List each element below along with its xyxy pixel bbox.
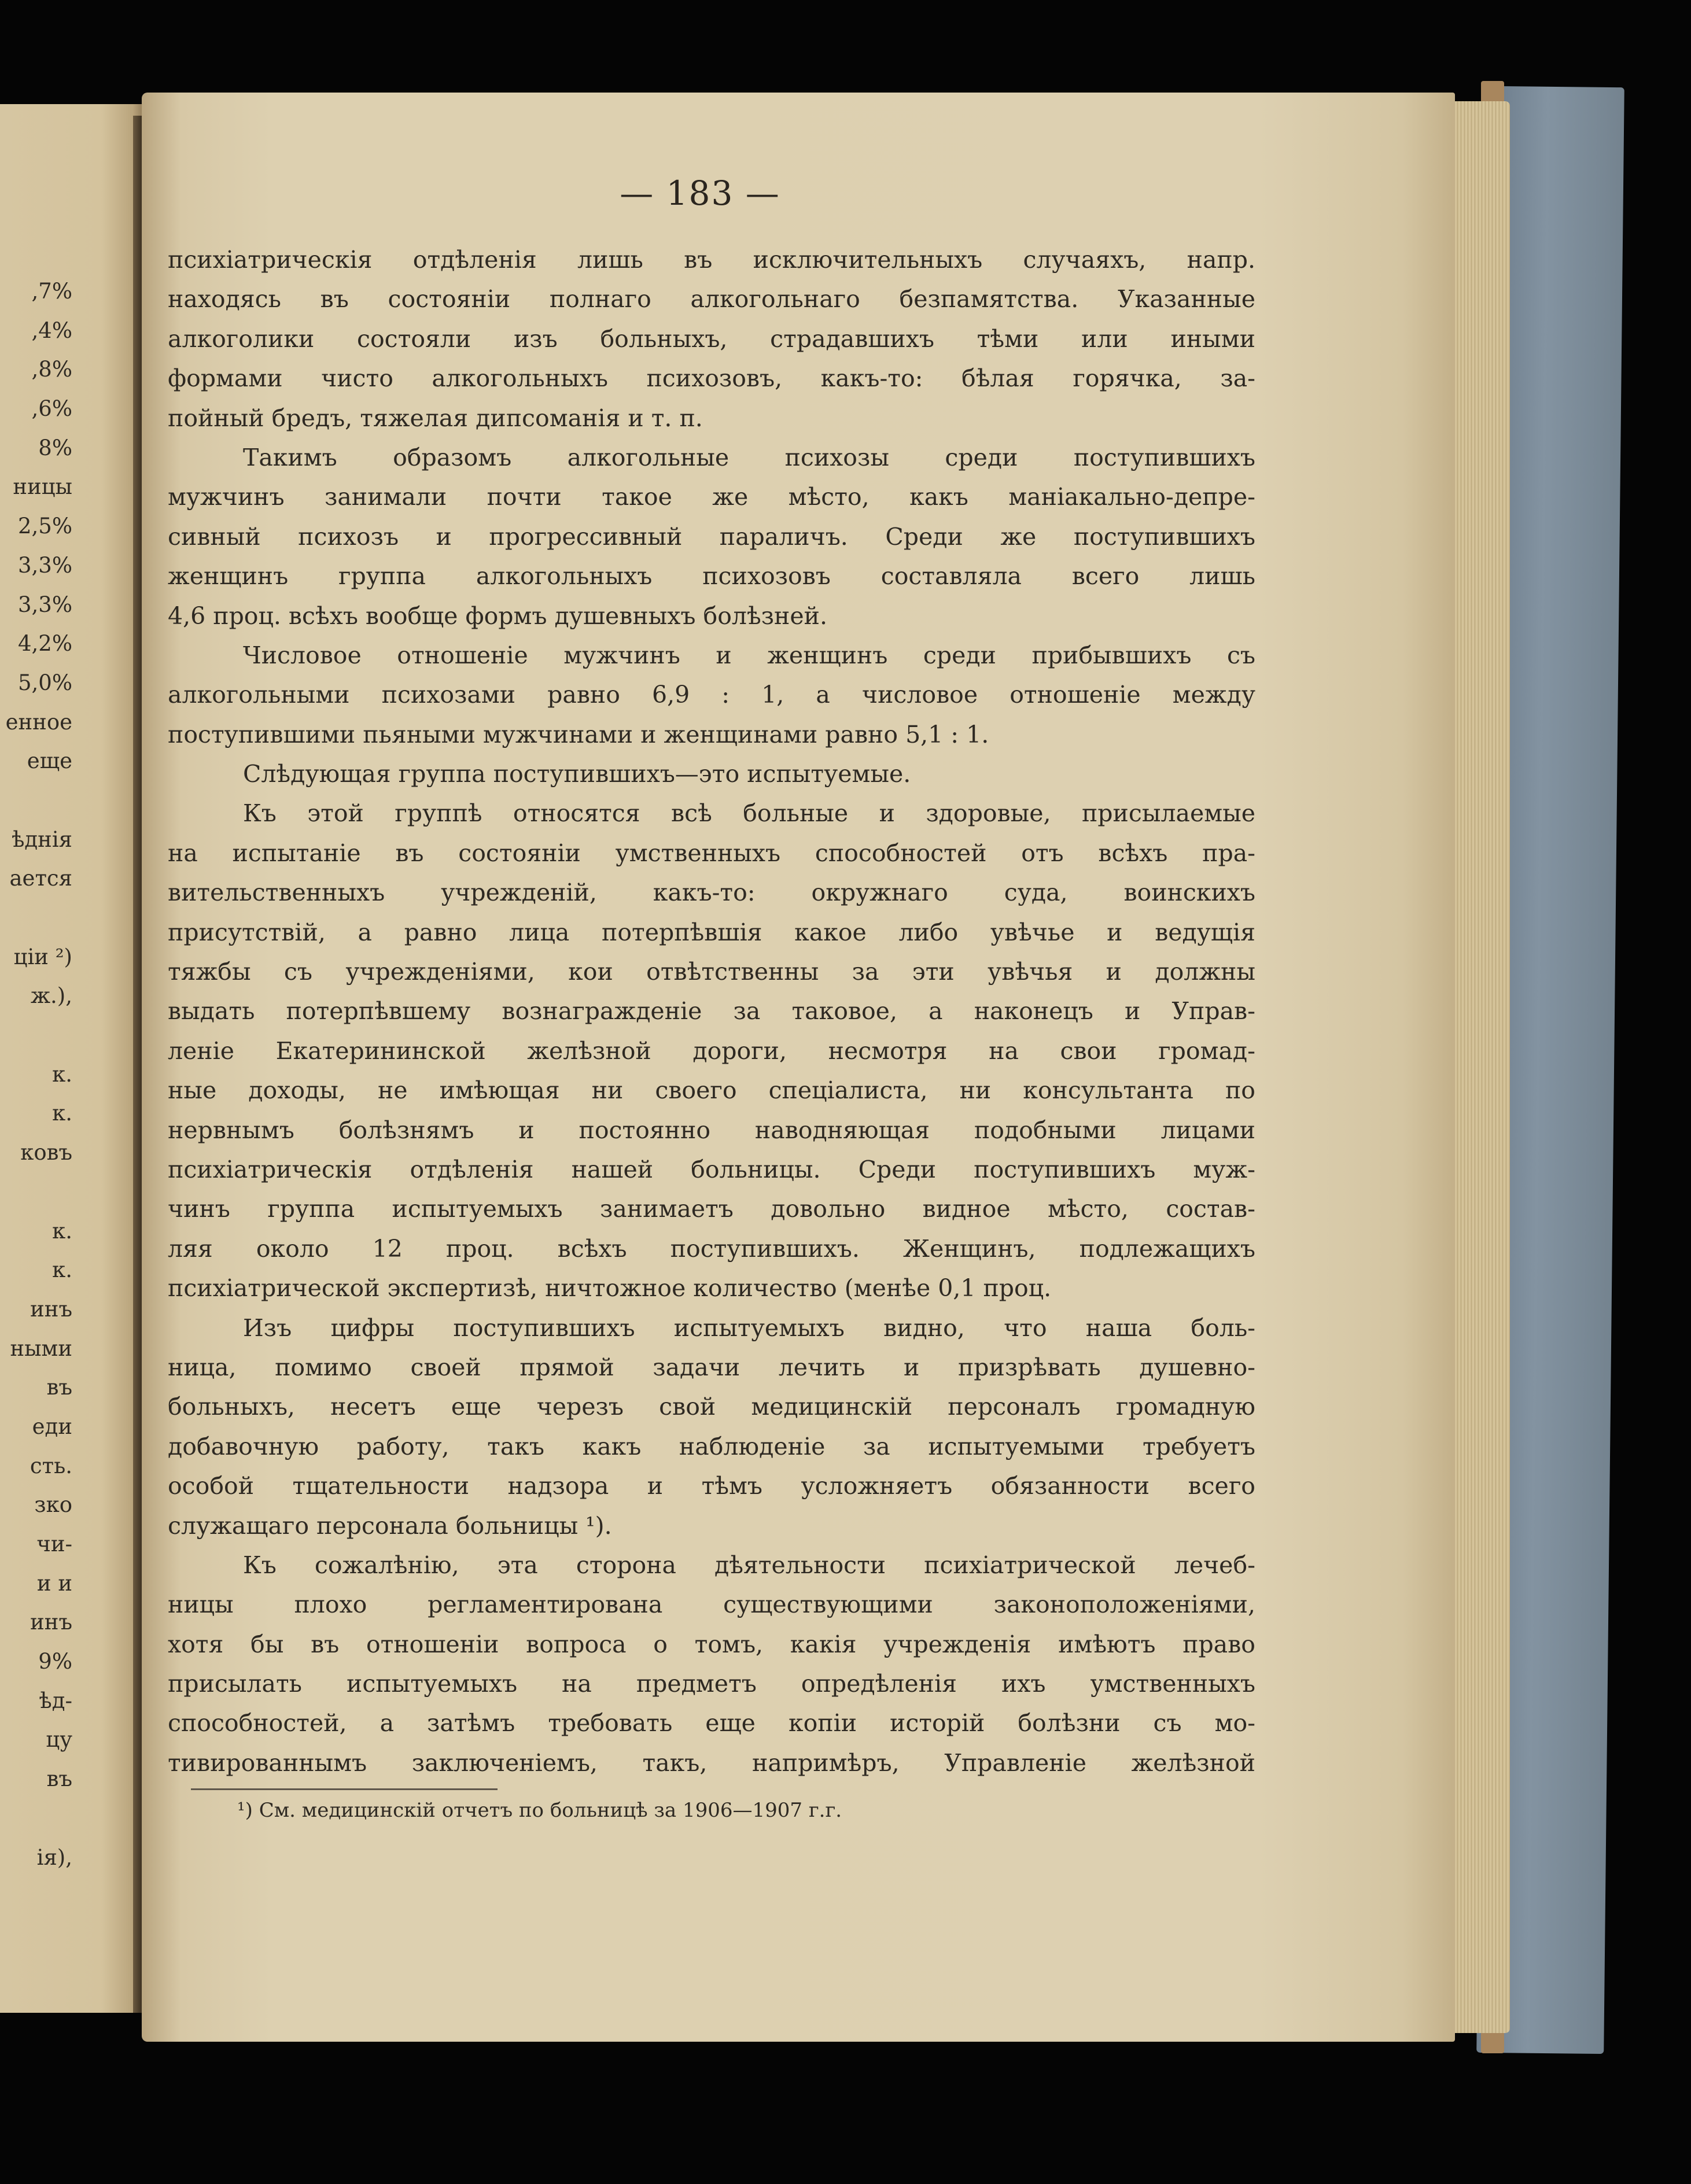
text-line: мужчинъ занимали почти такое же мѣсто, какъ маніакально-депре-	[168, 483, 1255, 511]
left-fragment-line: 9%	[38, 1649, 72, 1674]
text-line: ляя около 12 проц. всѣхъ поступившихъ. Женщинъ, подлежащихъ	[168, 1234, 1255, 1263]
text-line: хотя бы въ отношеніи вопроса о томъ, какія учрежденія имѣютъ право	[168, 1630, 1255, 1658]
left-fragment-line: ,8%	[31, 357, 72, 382]
text-line: ные доходы, не имѣющая ни своего спеціалиста, ни консультанта по	[168, 1076, 1255, 1105]
left-fragment-line: ,7%	[31, 279, 72, 304]
text-line: психіатрической экспертизѣ, ничтожное количество (менѣе 0,1 проц.	[168, 1274, 1052, 1303]
left-fragment-line: 3,3%	[18, 552, 72, 578]
text-line: на испытаніе въ состояніи умственныхъ способностей отъ всѣхъ пра-	[168, 839, 1255, 867]
text-line: психіатрическія отдѣленія нашей больницы. Среди поступившихъ муж-	[168, 1155, 1255, 1183]
left-fragment-line: ѣднія	[12, 827, 72, 852]
text-line: женщинъ группа алкогольныхъ психозовъ составляла всего лишь	[168, 562, 1255, 591]
left-fragment-line: ковъ	[20, 1140, 72, 1165]
left-fragment-line: ѣд-	[39, 1688, 72, 1713]
left-fragment-line: 2,5%	[18, 514, 72, 539]
text-line: пойный бредъ, тяжелая дипсоманія и т. п.	[168, 404, 703, 432]
text-line: способностей, а затѣмъ требовать еще копіи исторій болѣзни съ мо-	[168, 1709, 1255, 1737]
text-line: Къ этой группѣ относятся всѣ больные и здоровые, присылаемые	[243, 799, 1255, 828]
footnote: ¹) См. медицинскій отчетъ по больницѣ за 1906—1907 г.г.	[237, 1799, 842, 1822]
text-line: нервнымъ болѣзнямъ и постоянно наводняющая подобными лицами	[168, 1116, 1255, 1144]
text-line: алкогольными психозами равно 6,9 : 1, а числовое отношеніе между	[168, 681, 1255, 709]
text-line: алкоголики состояли изъ больныхъ, страдавшихъ тѣми или иными	[168, 324, 1255, 353]
text-line: леніе Екатерининской желѣзной дороги, несмотря на свои громад-	[168, 1036, 1255, 1065]
left-fragment-line: ціи ²)	[13, 944, 72, 969]
page-body-text	[168, 240, 1255, 1783]
left-fragment-line: к.	[52, 1101, 72, 1126]
left-fragment-line: цу	[46, 1727, 72, 1753]
left-fragment-line: ,4%	[31, 318, 72, 343]
left-page-text-fragments	[0, 272, 72, 1877]
text-line: ница, помимо своей прямой задачи лечить и призрѣвать душевно-	[168, 1353, 1255, 1381]
text-line: выдать потерпѣвшему вознагражденіе за таковое, а наконецъ и Управ-	[168, 997, 1255, 1025]
left-fragment-line	[0, 898, 72, 938]
left-fragment-line: ными	[10, 1336, 72, 1361]
text-line: Изъ цифры поступившихъ испытуемыхъ видно, что наша боль-	[243, 1314, 1255, 1342]
text-line: психіатрическія отдѣленія лишь въ исключительныхъ случаяхъ, напр.	[168, 246, 1255, 274]
left-fragment-line: к.	[52, 1218, 72, 1244]
left-fragment-line: ,6%	[31, 396, 72, 422]
left-fragment-line: чи-	[36, 1532, 72, 1556]
left-fragment-line: ія),	[36, 1844, 72, 1870]
text-line: Такимъ образомъ алкогольные психозы среди поступившихъ	[243, 443, 1255, 471]
text-line: сивный психозъ и прогрессивный параличъ. Среди же поступившихъ	[168, 522, 1255, 551]
text-line: 4,6 проц. всѣхъ вообще формъ душевныхъ болѣзней.	[168, 602, 827, 630]
left-fragment-line: инъ	[30, 1296, 72, 1322]
left-fragment-line: зко	[34, 1492, 72, 1518]
left-fragment-line: инъ	[30, 1610, 72, 1635]
text-line: поступившими пьяными мужчинами и женщинами равно 5,1 : 1.	[168, 720, 989, 748]
left-fragment-line	[0, 1016, 72, 1055]
left-fragment-line: енное	[5, 709, 72, 735]
text-line: чинъ группа испытуемыхъ занимаетъ довольно видное мѣсто, состав-	[168, 1195, 1255, 1223]
text-line: особой тщательности надзора и тѣмъ усложняетъ обязанности всего	[168, 1472, 1255, 1500]
text-line: ницы плохо регламентирована существующими законоположеніями,	[168, 1591, 1255, 1619]
left-fragment-line: въ	[46, 1766, 72, 1792]
text-line: тяжбы съ учрежденіями, кои отвѣтственны за эти увѣчья и должны	[168, 958, 1255, 986]
footnote-rule	[191, 1788, 498, 1790]
left-fragment-line	[0, 781, 72, 820]
left-fragment-line: к.	[52, 1061, 72, 1087]
text-line: служащаго персонала больницы ¹).	[168, 1511, 612, 1540]
page-number: — 183 —	[620, 174, 780, 213]
text-line: формами чисто алкогольныхъ психозовъ, какъ-то: бѣлая горячка, за-	[168, 364, 1255, 393]
left-fragment-line: 4,2%	[18, 631, 72, 656]
left-fragment-line: еди	[32, 1414, 72, 1439]
left-fragment-line: и и	[36, 1570, 72, 1596]
left-fragment-line: ницы	[13, 474, 72, 500]
left-fragment-line: ж.),	[31, 983, 72, 1009]
left-fragment-line: 8%	[38, 435, 72, 460]
left-fragment-line: ается	[9, 866, 72, 891]
left-fragment-line: 3,3%	[18, 592, 72, 617]
text-line: находясь въ состояніи полнаго алкогольнаго безпамятства. Указанные	[168, 285, 1255, 313]
text-line: Слѣдующая группа поступившихъ—это испытуемые.	[243, 760, 911, 788]
text-line: присутствій, а равно лица потерпѣвшія какое либо увѣчье и ведущія	[168, 918, 1255, 946]
text-line: вительственныхъ учрежденій, какъ-то: окружнаго суда, воинскихъ	[168, 879, 1255, 907]
left-fragment-line: к.	[52, 1257, 72, 1283]
left-fragment-line: еще	[27, 748, 72, 774]
text-line: Числовое отношеніе мужчинъ и женщинъ среди прибывшихъ съ	[243, 641, 1255, 669]
left-fragment-line: 5,0%	[18, 670, 72, 695]
text-line: больныхъ, несетъ еще черезъ свой медицинскій персоналъ громадную	[168, 1393, 1255, 1421]
text-line: тивированнымъ заключеніемъ, такъ, напримѣръ, Управленіе желѣзной	[168, 1748, 1255, 1777]
left-fragment-line: сть.	[30, 1453, 72, 1478]
text-line: Къ сожалѣнію, эта сторона дѣятельности психіатрической лечеб-	[243, 1551, 1255, 1579]
left-fragment-line	[0, 1172, 72, 1212]
text-line: добавочную работу, такъ какъ наблюденіе за испытуемыми требуетъ	[168, 1432, 1255, 1460]
left-fragment-line	[0, 1799, 72, 1838]
text-line: присылать испытуемыхъ на предметъ опредѣленія ихъ умственныхъ	[168, 1670, 1255, 1698]
left-fragment-line: въ	[46, 1375, 72, 1400]
